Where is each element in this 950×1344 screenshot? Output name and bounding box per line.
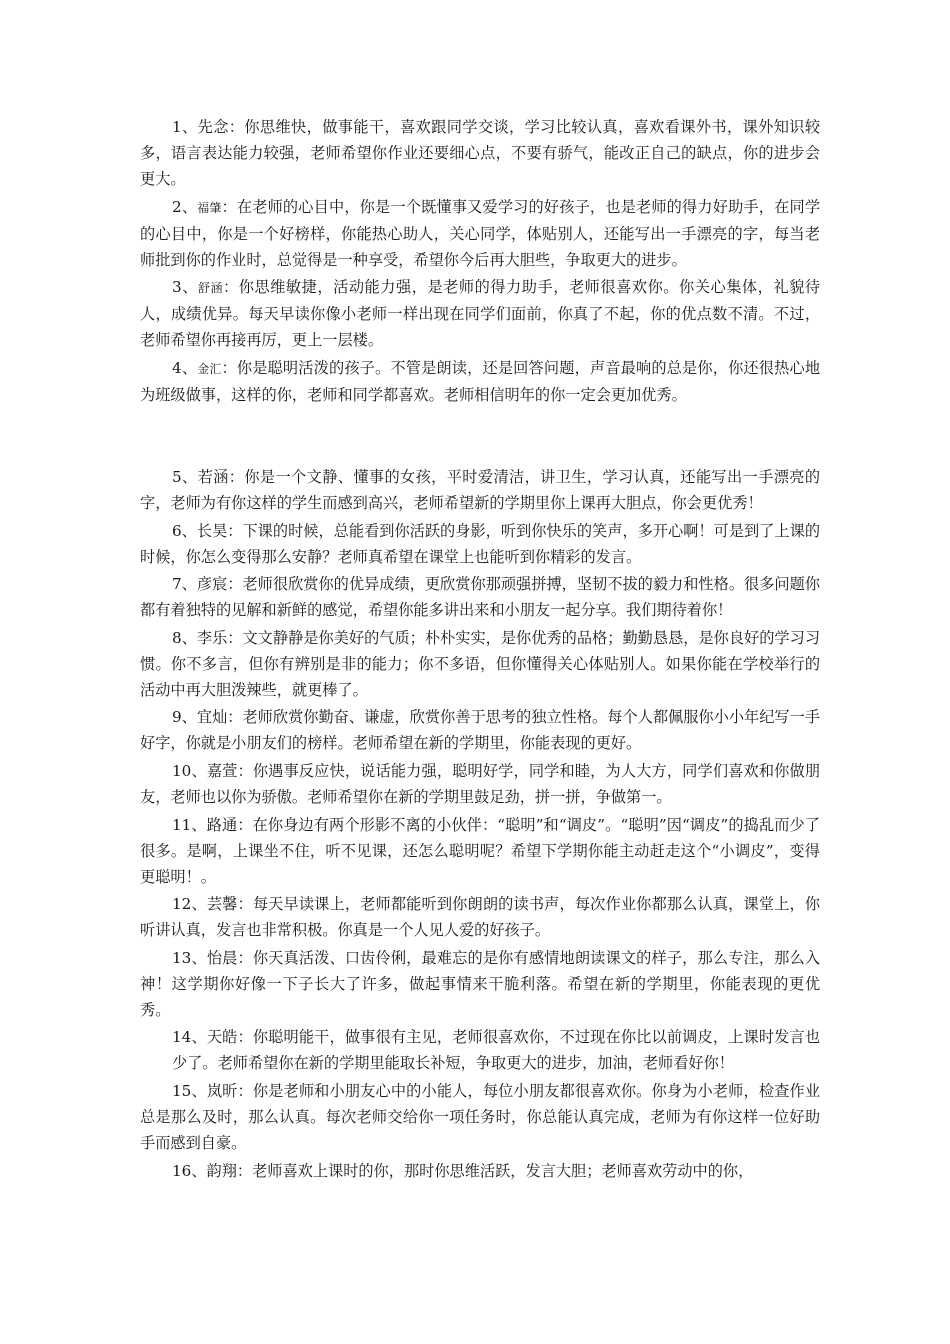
student-name: 长昊 bbox=[196, 521, 228, 540]
student-name: 韵翔 bbox=[206, 1161, 237, 1180]
comments-section-1 bbox=[140, 114, 820, 409]
separator: ： bbox=[237, 1028, 253, 1047]
student-name: 舒涵 bbox=[197, 281, 224, 296]
separator: ： bbox=[227, 628, 243, 647]
comment-number: 12、 bbox=[172, 895, 207, 914]
comment-paragraph bbox=[140, 464, 820, 516]
separator: ： bbox=[236, 1161, 253, 1180]
comment-number: 16、 bbox=[172, 1161, 207, 1180]
separator: ： bbox=[237, 895, 253, 914]
separator: ： bbox=[237, 1081, 253, 1100]
comment-text: 在老师的心目中，你是一个既懂事又爱学习的好孩子，也是老师的得力好助手，在同学的心目中，你是一个好榜样，你能热心助人，关心同学，体贴别人，还能写出一手漂亮的字，每当老师批到你的作业时，总觉得是一种享受，希望你今后再大胆些，争取更大的进步。 bbox=[140, 197, 821, 269]
comment-paragraph bbox=[140, 625, 820, 703]
student-name: 若涵 bbox=[197, 468, 229, 486]
comment-text: 你是聪明活泼的孩子。不管是朗读，还是回答问题，声音最响的总是你，你还很热心地为班级做事，这样的你，老师和同学都喜欢。老师相信明年的你一定会更加优秀。 bbox=[140, 358, 821, 404]
separator: ： bbox=[227, 708, 243, 727]
comment-text: 老师喜欢上课时的你，那时你思维活跃，发言大胆；老师喜欢劳动中的你， bbox=[252, 1161, 754, 1180]
separator: ： bbox=[227, 521, 243, 540]
comment-text: 老师很欣赏你的优异成绩，更欣赏你那顽强拼搏，坚韧不拔的毅力和性格。很多问题你都有着独特的见解和新鲜的感觉，希望你能多讲出来和小朋友一起分享。我们期待着你！ bbox=[140, 575, 821, 620]
comment-text: 你是老师和小朋友心中的小能人，每位小朋友都很喜欢你。你身为小老师，检查作业总是那么及时，那么认真。每次老师交给你一项任务时，你总能认真完成，老师为有你这样一位好助手而感到自豪。 bbox=[140, 1081, 821, 1152]
separator: ： bbox=[228, 118, 245, 136]
separator: ： bbox=[221, 197, 237, 216]
comment-text: 你遇事反应快，说话能力强，聪明好学，同学和睦，为人大方，同学们喜欢和你做朋友，老师也以你为骄傲。老师希望你在新的学期里鼓足劲，拼一拼，争做第一。 bbox=[140, 761, 821, 806]
comment-number: 2、 bbox=[172, 197, 198, 216]
separator: ： bbox=[237, 815, 253, 834]
comment-paragraph bbox=[140, 355, 820, 408]
student-name: 金汇 bbox=[197, 361, 222, 376]
comment-paragraph bbox=[140, 571, 820, 623]
comment-number: 4、 bbox=[172, 358, 198, 377]
student-name: 福肇 bbox=[197, 200, 222, 215]
comment-text: 在你身边有两个形影不离的小伙伴：“聪明”和“调皮”。“聪明”因“调皮”的捣乱而少了很多。是啊，上课坐不住，听不见课，还怎么聪明呢？希望下学期你能主动赶走这个“小调皮”，变得更聪明！。 bbox=[140, 815, 821, 886]
student-name: 先念 bbox=[197, 118, 229, 136]
comment-number: 3、 bbox=[172, 278, 198, 297]
separator: ： bbox=[237, 948, 253, 967]
comment-number: 9、 bbox=[172, 708, 197, 727]
comment-number: 10、 bbox=[172, 761, 207, 780]
comment-paragraph bbox=[140, 194, 820, 273]
comment-text: 下课的时候，总能看到你活跃的身影，听到你快乐的笑声，多开心啊！可是到了上课的时候，你怎么变得那么安静？老师真希望在课堂上也能听到你精彩的发言。 bbox=[140, 521, 821, 566]
comment-text: 每天早读课上，老师都能听到你朗朗的读书声，每次作业你都那么认真，课堂上，你听讲认真，发言也非常积极。你真是一个人见人爱的好孩子。 bbox=[140, 895, 821, 940]
comment-paragraph bbox=[140, 704, 820, 756]
comment-text: 文文静静是你美好的气质；朴朴实实，是你优秀的品格；勤勤恳恳，是你良好的学习习惯。你不多言，但你有辨别是非的能力；你不多语，但你懂得关心体贴别人。如果你能在学校举行的活动中再大胆泼辣些，就更棒了。 bbox=[140, 628, 821, 699]
student-name: 彦宸 bbox=[196, 575, 228, 594]
separator: ： bbox=[237, 761, 253, 780]
student-name: 怡晨 bbox=[206, 948, 238, 967]
comment-number: 5、 bbox=[172, 468, 198, 486]
comment-paragraph bbox=[140, 1158, 820, 1184]
comment-paragraph bbox=[140, 812, 820, 890]
student-name: 宜灿 bbox=[196, 708, 228, 727]
separator: ： bbox=[221, 358, 237, 377]
student-name: 李乐 bbox=[196, 628, 228, 647]
student-name: 芸馨 bbox=[206, 895, 238, 914]
comment-paragraph bbox=[140, 274, 820, 353]
comment-number: 6、 bbox=[172, 521, 197, 540]
comment-number: 8、 bbox=[172, 628, 197, 647]
comment-text: 你聪明能干，做事很有主见，老师很喜欢你，不过现在你比以前调皮，上课时发言也少了。老师希望你在新的学期里能取长补短，争取更大的进步，加油，老师看好你！ bbox=[172, 1028, 821, 1073]
comment-paragraph bbox=[140, 891, 820, 943]
comment-text: 你天真活泼、口齿伶俐，最难忘的是你有感情地朗读课文的样子，那么专注，那么入神！这学期你好像一下子长大了许多，做起事情来干脆利落。希望在新的学期里，你能表现的更优秀。 bbox=[140, 948, 821, 1019]
student-name: 嘉萱 bbox=[206, 761, 238, 780]
student-name: 路通 bbox=[206, 815, 238, 834]
comment-text: 你思维敏捷，活动能力强，是老师的得力助手，老师很喜欢你。你关心集体，礼貌待人，成绩优异。每天早读你像小老师一样出现在同学们面前，你真了不起，你的优点数不清。不过，老师希望你再接再厉，更上一层楼。 bbox=[140, 278, 821, 350]
comment-number: 14、 bbox=[172, 1028, 207, 1047]
separator: ： bbox=[227, 575, 243, 594]
student-name: 岚昕 bbox=[206, 1081, 238, 1100]
comment-number: 7、 bbox=[172, 575, 197, 594]
separator: ： bbox=[228, 468, 245, 486]
comment-paragraph bbox=[140, 945, 820, 1023]
comment-paragraph bbox=[140, 1078, 820, 1156]
student-name: 天皓 bbox=[206, 1028, 238, 1047]
comment-number: 15、 bbox=[172, 1081, 207, 1100]
comment-text: 老师欣赏你勤奋、谦虚，欣赏你善于思考的独立性格。每个人都佩服你小小年纪写一手好字，你就是小朋友们的榜样。老师希望在新的学期里，你能表现的更好。 bbox=[140, 708, 821, 753]
comment-text: 你思维快，做事能干，喜欢跟同学交谈，学习比较认真，喜欢看课外书，课外知识较多，语言表达能力较强，老师希望你作业还要细心点，不要有骄气，能改正自己的缺点，你的进步会更大。 bbox=[140, 118, 821, 188]
comment-number: 13、 bbox=[172, 948, 207, 967]
separator: ： bbox=[223, 278, 239, 297]
comment-paragraph bbox=[140, 114, 820, 192]
comment-text: 你是一个文静、懂事的女孩，平时爱清洁，讲卫生，学习认真，还能写出一手漂亮的字，老师为有你这样的学生而感到高兴，老师希望新的学期里你上课再大胆点，你会更优秀！ bbox=[140, 468, 821, 512]
comment-paragraph bbox=[140, 758, 820, 810]
comment-number: 1、 bbox=[172, 118, 198, 136]
comments-section-2 bbox=[140, 464, 820, 1185]
comment-number: 11、 bbox=[172, 815, 207, 834]
comment-paragraph bbox=[140, 1024, 820, 1076]
comment-paragraph bbox=[140, 518, 820, 570]
